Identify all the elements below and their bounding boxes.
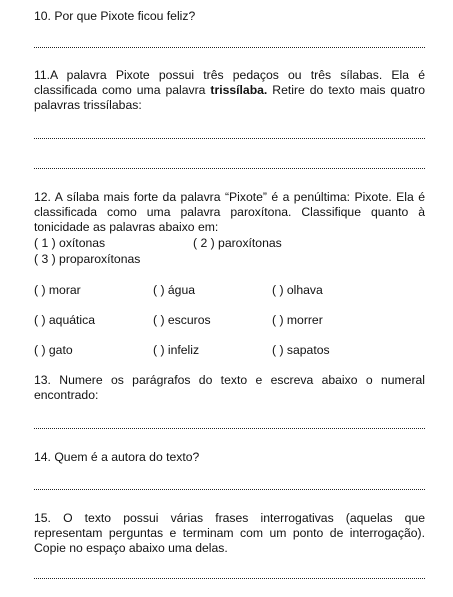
option-morar[interactable]: ( ) morar [34,283,81,297]
option-infeliz[interactable]: ( ) infeliz [153,343,200,357]
question-11 [34,68,425,113]
option-gato[interactable]: ( ) gato [34,343,73,357]
option-aquatica[interactable]: ( ) aquática [34,313,95,327]
question-10: 10. Por que Pixote ficou feliz? [34,9,196,23]
answer-line-13[interactable] [34,426,425,429]
option-agua[interactable]: ( ) água [153,283,196,297]
legend-oxitonas: ( 1 ) oxítonas [34,236,106,250]
question-15: 15. O texto possui várias frases interrogativas (aquelas que representam perguntas e terminam com um ponto de interrogação). Copie no espaço abaixo uma delas. [34,511,425,555]
question-11-bold: trissílaba. [210,83,268,97]
answer-line-15[interactable] [34,576,425,579]
question-11-text-b: Retire do texto mais quatro palavras trissílabas: [34,83,425,112]
question-14: 14. Quem é a autora do texto? [34,450,200,464]
question-12: 12. A sílaba mais forte da palavra “Pixote” é a penúltima: Pixote. Ela é classificada como uma palavra paroxítona. Classifique quanto à tonicidade as palavras abaixo em: [34,190,425,234]
answer-line-11b[interactable] [34,166,425,169]
question-11-text-a: 11.A palavra Pixote possui três pedaços ou três sílabas. Ela é classificada como uma palavra [34,68,425,97]
option-olhava[interactable]: ( ) olhava [272,283,323,297]
answer-line-14[interactable] [34,487,425,490]
answer-line-11a[interactable] [34,136,425,139]
legend-proparoxitonas: ( 3 ) proparoxítonas [34,252,141,266]
question-13: 13. Numere os parágrafos do texto e escreva abaixo o numeral encontrado: [34,373,425,402]
legend-paroxitonas: ( 2 ) paroxítonas [193,236,282,250]
option-morrer[interactable]: ( ) morrer [272,313,323,327]
answer-line-10[interactable] [34,45,425,48]
option-sapatos[interactable]: ( ) sapatos [272,343,330,357]
option-escuros[interactable]: ( ) escuros [153,313,211,327]
